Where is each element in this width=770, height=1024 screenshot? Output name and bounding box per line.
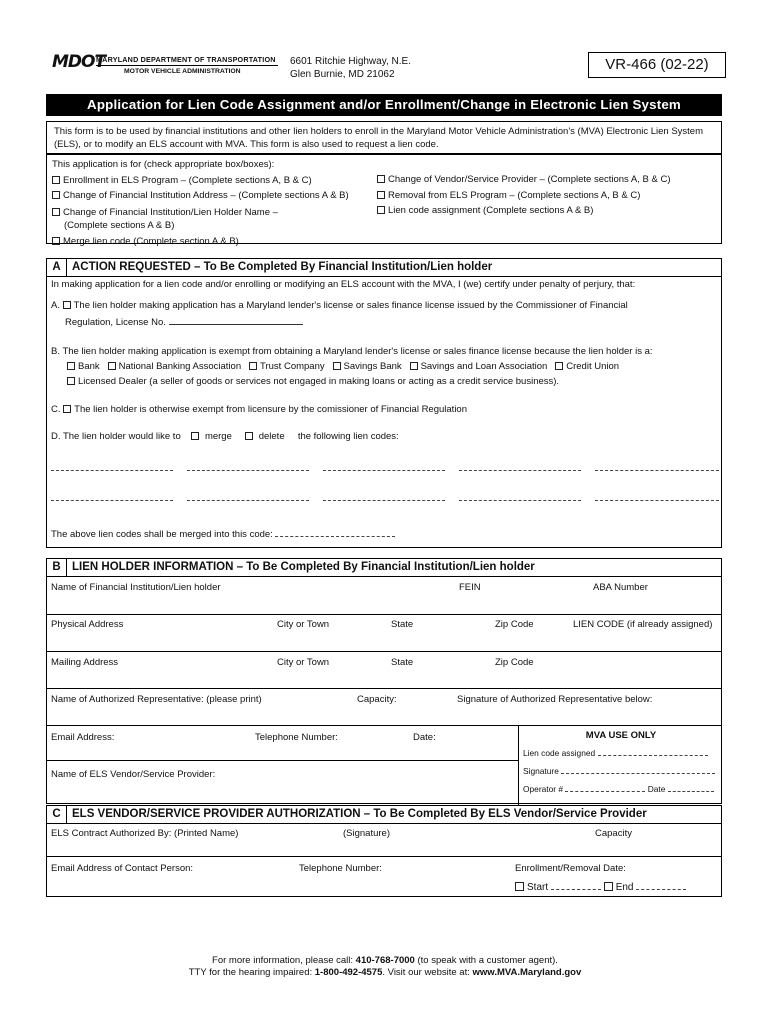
checkbox[interactable] [52,176,60,184]
option-credit-union[interactable]: Credit Union [555,361,619,372]
mva-use-only-box [518,725,666,805]
physical-city-label: City or Town [277,619,330,630]
contact-email-label: Email Address of Contact Person: [51,863,194,874]
checkbox-delete[interactable] [245,432,253,440]
logo-department: MARYLAND DEPARTMENT OF TRANSPORTATION [96,55,276,64]
address-line1: 6601 Ritchie Highway, N.E. [290,56,411,67]
item-b: B. The lien holder making application is exempt from obtaining a Maryland lender's license or sales finance license because the lien holder is a: [51,346,653,357]
aba-label: ABA Number [593,582,648,593]
checkbox-licensed[interactable] [63,301,71,309]
row-divider [47,651,721,652]
lien-code-field-5[interactable] [595,470,719,471]
option-lien-code-assignment[interactable]: Lien code assignment (Complete sections A & B) [377,203,671,219]
lien-code-field-4[interactable] [459,470,581,471]
contract-authorized-label: ELS Contract Authorized By: (Printed Name) [51,828,239,839]
certify-text: In making application for a lien code and/or enrolling or modifying an ELS account with the MVA, I (we) certify under penalty of perjury, that: [51,279,636,290]
checkbox[interactable] [555,362,563,370]
license-number-row: Regulation, License No. [65,316,303,328]
row-divider [47,856,721,857]
option-savings-bank[interactable]: Savings Bank [333,361,402,372]
phone-label: Telephone Number: [255,732,338,743]
lien-code-field-2[interactable] [187,470,309,471]
footer [0,955,770,979]
checkbox-end[interactable] [604,882,613,891]
row-divider [47,688,721,689]
checkbox[interactable] [108,362,116,370]
section-c-header [47,806,721,824]
form-number: VR-466 (02-22) [588,52,726,78]
mailing-zip-label: Zip Code [495,657,534,668]
mva-address [290,55,411,81]
fein-label: FEIN [459,582,481,593]
section-b [46,558,722,804]
mva-signature-row: Signature [523,765,715,776]
application-type-section [46,154,722,247]
option-national-banking[interactable]: National Banking Association [108,361,242,372]
section-b-header [47,559,721,577]
mailing-state-label: State [391,657,414,668]
section-c-heading: ELS VENDOR/SERVICE PROVIDER AUTHORIZATION – To Be Completed By ELS Vendor/Service Provider [72,808,647,820]
checkbox[interactable] [52,191,60,199]
mva-signature-field[interactable] [561,765,715,774]
contact-phone-label: Telephone Number: [299,863,382,874]
enrollment-date-label: Enrollment/Removal Date: [515,863,626,874]
tty-phone: 1-800-492-4575 [314,967,383,978]
option-savings-loan[interactable]: Savings and Loan Association [410,361,548,372]
section-letter: A [47,259,67,276]
row-divider [47,725,721,726]
physical-state-label: State [391,619,414,630]
item-c: C. The lien holder is otherwise exempt from licensure by the comissioner of Financial Regulation [51,404,467,415]
customer-agent-phone: 410-768-7000 [355,955,415,966]
checkbox[interactable] [377,191,385,199]
mva-use-only-title: MVA USE ONLY [585,730,657,741]
lien-code-field-3[interactable] [323,470,445,471]
form-title: Application for Lien Code Assignment and/or Enrollment/Change in Electronic Lien System [46,94,722,116]
lien-code-field-1[interactable] [51,470,173,471]
footer-line1: For more information, please call: 410-768-7000 (to speak with a customer agent). [212,955,558,966]
vendor-name-label: Name of ELS Vendor/Service Provider: [51,769,216,780]
checkbox[interactable] [67,362,75,370]
mailing-address-label: Mailing Address [51,657,119,668]
option-trust-company[interactable]: Trust Company [249,361,325,372]
checkbox[interactable] [52,237,60,245]
end-date-field[interactable] [636,881,686,890]
checkbox-merge[interactable] [191,432,199,440]
option-enrollment[interactable]: Enrollment in ELS Program – (Complete sections A, B & C) [52,173,716,189]
vendor-signature-label: (Signature) [343,828,390,839]
logo-administration: MOTOR VEHICLE ADMINISTRATION [124,68,241,75]
option-change-name-sections: (Complete sections A & B) [64,219,175,231]
physical-zip-label: Zip Code [495,619,534,630]
section-a-header [47,259,721,277]
logo-rule [96,65,278,66]
checkbox[interactable] [52,208,60,216]
option-merge-lien-code[interactable]: Merge lien code (Complete section A & B) [52,234,716,250]
option-change-vendor[interactable]: Change of Vendor/Service Provider – (Complete sections A, B & C) [377,172,671,188]
physical-address-label: Physical Address [51,619,124,630]
vendor-capacity-label: Capacity [595,828,632,839]
checkbox[interactable] [333,362,341,370]
checkbox[interactable] [410,362,418,370]
fi-name-label: Name of Financial Institution/Lien holder [51,582,221,593]
mva-lien-code-row: Lien code assigned [523,747,708,758]
section-a [46,258,722,548]
row-divider [47,614,721,615]
logo-mark: MDOT [52,52,106,72]
lien-code-field-7[interactable] [187,500,309,501]
mdot-logo [52,52,278,78]
option-change-address[interactable]: Change of Financial Institution Address – (Complete sections A & B) [52,188,716,204]
rep-name-label: Name of Authorized Representative: (please print) [51,694,262,705]
start-date-field[interactable] [551,881,601,890]
application-type-label: This application is for (check appropriate box/boxes): [52,159,275,170]
merged-into-code-field[interactable] [275,528,395,537]
footer-line2: TTY for the hearing impaired: 1-800-492-4575. Visit our website at: www.MVA.Maryland.gov [188,967,582,978]
option-change-name[interactable]: Change of Financial Institution/Lien Holder Name – [52,206,716,219]
lien-code-label: LIEN CODE (if already assigned) [573,619,713,630]
lien-code-field-6[interactable] [51,500,173,501]
section-letter: C [47,806,67,823]
checkbox[interactable] [249,362,257,370]
row-divider [47,760,518,761]
lien-code-field-8[interactable] [323,500,445,501]
rep-capacity-label: Capacity: [357,694,397,705]
mailing-city-label: City or Town [277,657,330,668]
checkbox-start[interactable] [515,882,524,891]
option-removal[interactable]: Removal from ELS Program – (Complete sections A, B & C) [377,188,671,204]
section-a-heading: ACTION REQUESTED – To Be Completed By Financial Institution/Lien holder [72,261,493,273]
license-number-field[interactable] [169,316,303,325]
section-letter: B [47,559,67,576]
checkbox[interactable] [67,377,75,385]
checkbox[interactable] [377,206,385,214]
mva-lien-code-field[interactable] [598,747,708,756]
rep-signature-label: Signature of Authorized Representative below: [457,694,653,705]
enrollment-date-fields: Start End [515,881,686,893]
exempt-type-options [67,361,619,372]
option-licensed-dealer[interactable]: Licensed Dealer (a seller of goods or services not engaged in making loans or acting as a credit service business). [67,376,559,387]
checkbox[interactable] [377,175,385,183]
section-b-heading: LIEN HOLDER INFORMATION – To Be Completed By Financial Institution/Lien holder [72,561,535,573]
item-a: A. The lien holder making application has a Maryland lender's license or sales finance license issued by the Commissioner of Financial [51,300,628,311]
address-line2: Glen Burnie, MD 21062 [290,69,395,80]
intro-text: This form is to be used by financial institutions and other lien holders to enroll in the Maryland Motor Vehicle Administration's (MVA) Electronic Lien System (ELS), or to modify an ELS account with MVA. This form is also used to request a lien code. [46,121,722,154]
mva-operator-row: Operator # Date [523,783,714,794]
email-label: Email Address: [51,732,115,743]
section-c [46,805,722,897]
merged-into-row: The above lien codes shall be merged into this code: [51,528,395,540]
item-d: D. The lien holder would like to merge delete the following lien codes: [51,431,399,442]
lien-code-field-9[interactable] [459,500,581,501]
website-link[interactable]: www.MVA.Maryland.gov [472,967,582,978]
mva-operator-field[interactable] [565,783,645,792]
mva-date-field[interactable] [668,783,714,792]
option-bank[interactable]: Bank [67,361,100,372]
lien-code-field-10[interactable] [595,500,719,501]
date-label: Date: [413,732,436,743]
checkbox-otherwise-exempt[interactable] [63,405,71,413]
